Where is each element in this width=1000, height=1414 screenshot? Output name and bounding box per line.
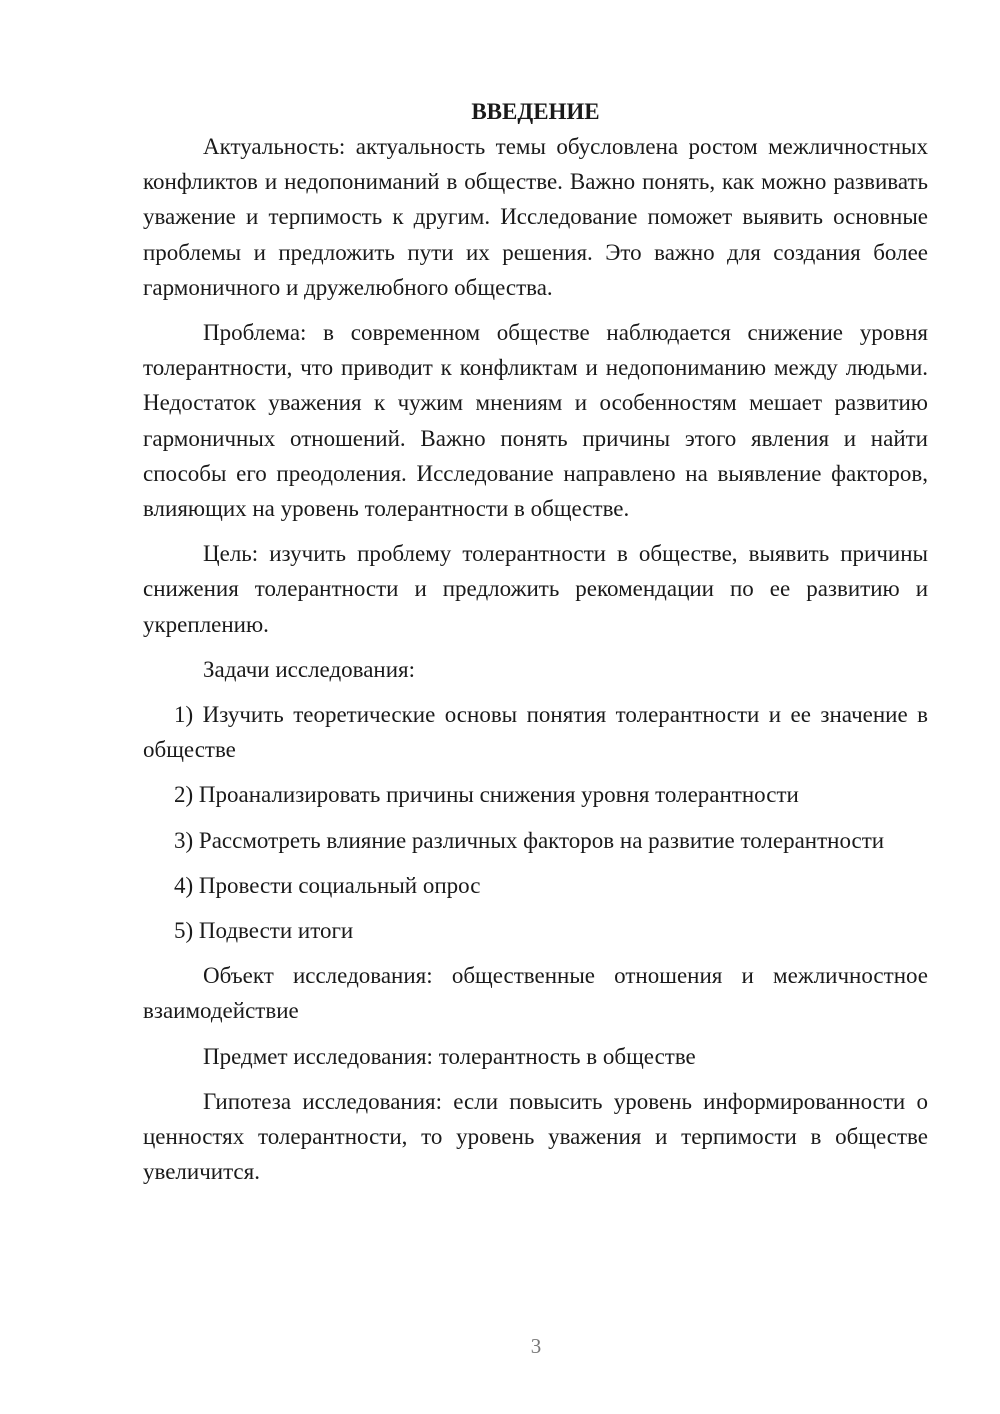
paragraph-goal: Цель: изучить проблему толерантности в обществе, выявить причины снижения толерантности и предложить рекомендации по ее развитию и укреплению.	[143, 541, 928, 637]
task-item-5: 5) Подвести итоги	[174, 918, 354, 944]
paragraph-tasks-heading: Задачи исследования:	[203, 656, 416, 682]
task-item-2: 2) Проанализировать причины снижения уровня толерантности	[174, 782, 799, 808]
page-body	[143, 94, 928, 1189]
paragraph-relevance: Актуальность: актуальность темы обусловлена ростом межличностных конфликтов и недопониманий в обществе. Важно понять, как можно развивать уважение и терпимость к другим. Исследование поможет выявить основные проблемы и предложить пути их решения. Это важно для создания более гармоничного и дружелюбного общества.	[143, 134, 928, 300]
task-item-3: 3) Рассмотреть влияние различных факторов на развитие толерантности	[174, 827, 885, 853]
paragraph-problem: Проблема: в современном обществе наблюдается снижение уровня толерантности, что приводит к конфликтам и недопониманию между людьми. Недостаток уважения к чужим мнениям и особенностям мешает развитию гармоничных отношений. Важно понять причины этого явления и найти способы его преодоления. Исследование направлено на выявление факторов, влияющих на уровень толерантности в обществе.	[143, 320, 928, 522]
task-item-1: 1) Изучить теоретические основы понятия толерантности и ее значение в обществе	[143, 702, 928, 763]
page-number: 3	[530, 1334, 542, 1358]
section-heading: ВВЕДЕНИЕ	[471, 99, 600, 124]
paragraph-object: Объект исследования: общественные отношения и межличностное взаимодействие	[143, 963, 928, 1024]
paragraph-hypothesis: Гипотеза исследования: если повысить уровень информированности о ценностях толерантности, то уровень уважения и терпимости в обществе увеличится.	[143, 1088, 928, 1185]
task-item-4: 4) Провести социальный опрос	[174, 872, 481, 898]
paragraph-subject: Предмет исследования: толерантность в обществе	[203, 1043, 696, 1069]
